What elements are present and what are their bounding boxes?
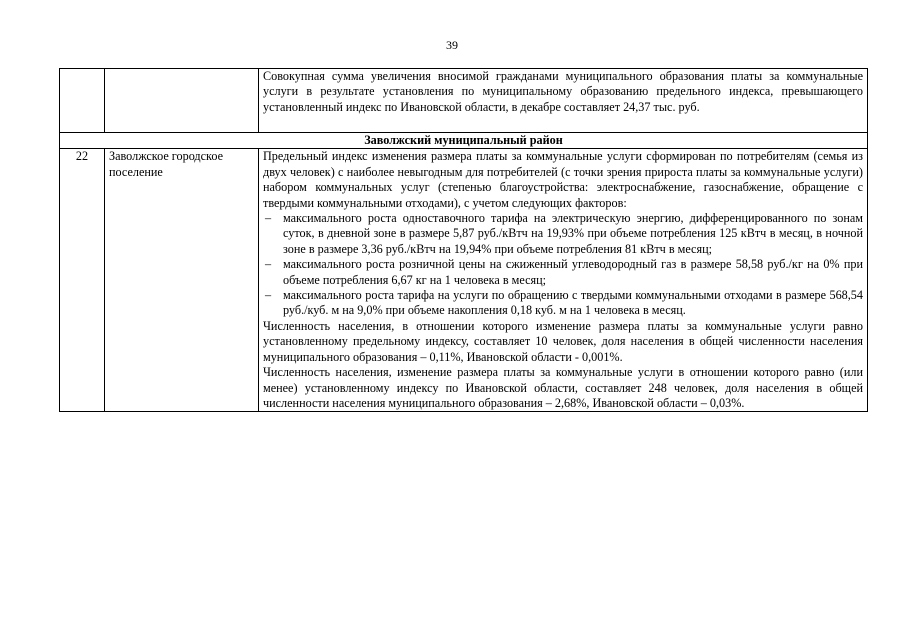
list-item — [263, 288, 863, 319]
municipal-index-table — [59, 68, 868, 412]
number-cell-empty — [60, 69, 105, 133]
name-cell-empty — [105, 69, 259, 133]
table-row — [60, 149, 868, 412]
continuation-text: Совокупная сумма увеличения вносимой гражданами муниципального образования платы за коммунальные услуги в результате установления по муниципальному образованию предельного индекса, превышающего установленный индекс по Ивановской области, в декабре составляет 24,37 тыс. руб. — [259, 69, 868, 133]
row-number: 22 — [60, 149, 105, 412]
section-title: Заволжский муниципальный район — [60, 133, 868, 149]
factor-text: максимального роста розничной цены на сжиженный углеводородный газ в размере 58,58 руб./кг на 0% при объеме потребления 6,67 кг на 1 человека в месяц; — [283, 257, 863, 287]
municipality-name: Заволжское городское поселение — [105, 149, 259, 412]
list-item — [263, 211, 863, 257]
table-row-continuation — [60, 69, 868, 133]
dash-marker: – — [265, 257, 272, 272]
factors-list — [263, 211, 863, 319]
population-paragraph-1: Численность населения, в отношении которого изменение размера платы за коммунальные услуги равно установленному предельному индексу, составляет 10 человек, доля населения в общей численности населения муниципального образования – 0,11%, Ивановской области - 0,001%. — [263, 318, 863, 364]
description-cell — [259, 149, 868, 412]
population-paragraph-2: Численность населения, изменение размера платы за коммунальные услуги в отношении которого равно (или менее) установленному индексу по Ивановской области, составляет 248 человек, доля населения в общей численности населения муниципального образования – 2,68%, Ивановской области – 0,03%. — [263, 365, 863, 410]
dash-marker: – — [265, 288, 272, 303]
factor-text: максимального роста тарифа на услуги по обращению с твердыми коммунальными отходами в размере 568,54 руб./куб. м на 9,0% при объеме накопления 0,18 куб. м на 1 человека в месяц. — [283, 288, 863, 318]
intro-paragraph: Предельный индекс изменения размера платы за коммунальные услуги сформирован по потребителям (семья из двух человек) с наиболее невыгодным для потребителей (с точки зрения прироста платы за коммунальные услуги) набором коммунальных услуг (степенью благоустройства: электроснабжение, газоснабжение, обращение с твердыми коммунальными отходами), с учетом следующих факторов: — [263, 149, 863, 210]
dash-marker: – — [265, 211, 272, 226]
factor-text: максимального роста одноставочного тарифа на электрическую энергию, дифференцированного по зонам суток, в дневной зоне в размере 5,87 руб./кВтч на 19,93% при объеме потребления 125 кВтч в месяц, в ночной зоне в размере 3,36 руб./кВтч на 19,94% при объеме потребления 81 кВтч в месяц; — [283, 211, 863, 256]
section-header-row — [60, 133, 868, 149]
list-item — [263, 257, 863, 288]
page-number: 39 — [446, 38, 458, 52]
